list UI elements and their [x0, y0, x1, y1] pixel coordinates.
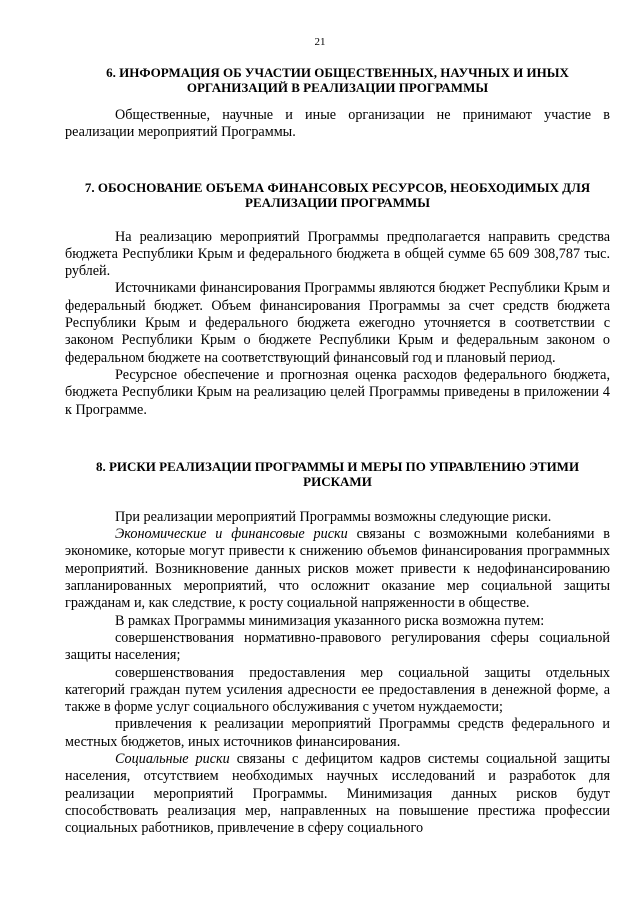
- section-8-intro: При реализации мероприятий Программы возможны следующие риски.: [115, 508, 552, 525]
- minimization-intro: В рамках Программы минимизация указанного риска возможна путем:: [115, 612, 545, 629]
- economic-risks-paragraph: [65, 526, 610, 612]
- section-7-paragraph-funding-amount: На реализацию мероприятий Программы предполагается направить средства бюджета Республики Крым и федерального бюджета в общей сумме 65 609 308,787 тыс. рублей.: [65, 228, 610, 280]
- section-7-heading: 7. ОБОСНОВАНИЕ ОБЪЕМА ФИНАНСОВЫХ РЕСУРСОВ, НЕОБХОДИМЫХ ДЛЯ РЕАЛИЗАЦИИ ПРОГРАММЫ: [84, 179, 591, 210]
- measure-item: привлечения к реализации мероприятий Программы средств федерального и местных бюджетов, иных источников финансирования.: [65, 716, 610, 750]
- section-8-heading: 8. РИСКИ РЕАЛИЗАЦИИ ПРОГРАММЫ И МЕРЫ ПО УПРАВЛЕНИЮ ЭТИМИ РИСКАМИ: [95, 458, 580, 489]
- social-risks-paragraph: [65, 751, 610, 837]
- social-risks-text: связаны с дефицитом кадров системы социальной защиты населения, отсутствием необходимых научных исследований и разработок для реализации мероприятий Программы. Минимизация данных рисков будут способствовать реализация мер, направленных на повышение престижа профессии социальных работников, привлечение в сферу социального: [65, 751, 610, 837]
- page-content: [65, 65, 610, 838]
- measure-item: совершенствования нормативно-правового регулирования сферы социальной защиты населения;: [65, 629, 610, 664]
- section-6: [65, 65, 610, 142]
- section-7-paragraph-funding-sources: Источниками финансирования Программы являются бюджет Республики Крым и федеральный бюджет. Объем финансирования Программы за счет средств бюджета Республики Крым и федерального бюджета ежегодно уточняется в соответствии с законом Республики Крым о бюджете Республики Крым и федеральным законом о федеральном бюджете на соответствующий финансовый год и плановый период.: [65, 280, 610, 366]
- page-number: 21: [314, 36, 326, 48]
- section-8: [65, 459, 610, 838]
- social-risks-term: Социальные риски: [115, 751, 230, 768]
- section-8-body: [65, 509, 610, 838]
- section-7: [65, 180, 610, 419]
- section-7-paragraph-resource-support: Ресурсное обеспечение и прогнозная оценка расходов федерального бюджета, бюджета Республики Крым на реализацию целей Программы приведены в приложении 4 к Программе.: [65, 366, 610, 418]
- section-6-paragraph: Общественные, научные и иные организации не принимают участие в реализации мероприятий Программы.: [65, 107, 610, 141]
- economic-risks-text: связаны с возможными колебаниями в экономике, которые могут привести к снижению объемов финансирования программных мероприятий. Возникновение данных рисков может привести к недофинансированию запланированных мероприятий, что осложнит оказание мер социальной защиты гражданам и, как следствие, к росту социальной напряженности в обществе.: [65, 526, 610, 612]
- economic-risks-term: Экономические и финансовые риски: [115, 526, 348, 543]
- measure-item: совершенствования предоставления мер социальной защиты отдельных категорий граждан путем усиления адресности ее предоставления в денежной форме, а также в форме услуг социального обслуживания с учетом нуждаемости;: [65, 664, 610, 716]
- section-6-heading: 6. ИНФОРМАЦИЯ ОБ УЧАСТИИ ОБЩЕСТВЕННЫХ, НАУЧНЫХ И ИНЫХ ОРГАНИЗАЦИЙ В РЕАЛИЗАЦИИ ПРОГРАММЫ: [106, 65, 569, 95]
- section-7-body: [65, 229, 610, 419]
